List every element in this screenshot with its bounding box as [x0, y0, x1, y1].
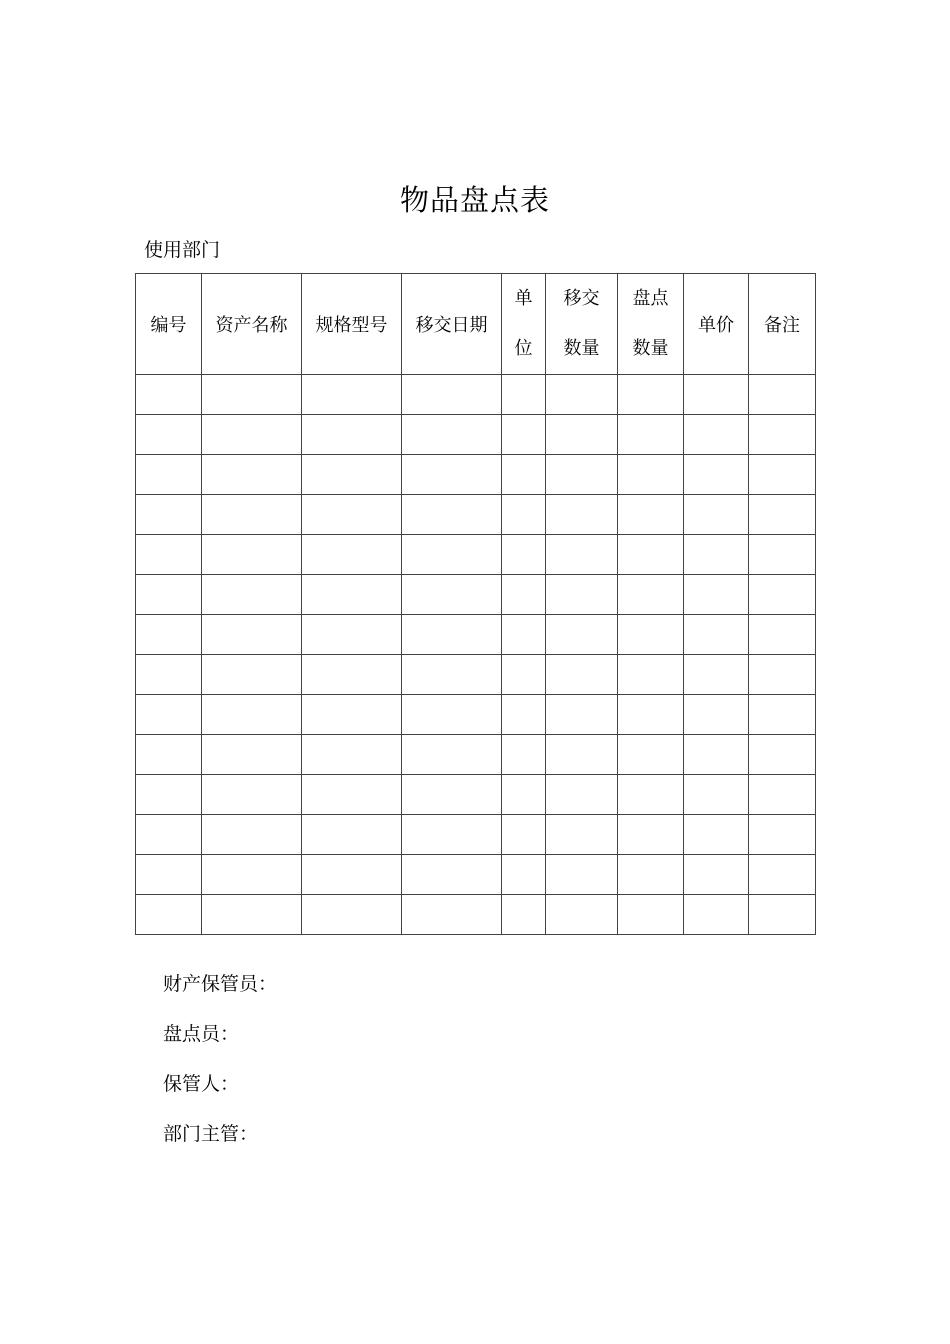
table-cell[interactable]: [402, 695, 502, 735]
table-cell[interactable]: [502, 855, 546, 895]
table-cell[interactable]: [302, 735, 402, 775]
table-cell[interactable]: [502, 455, 546, 495]
table-cell[interactable]: [402, 615, 502, 655]
table-cell[interactable]: [302, 615, 402, 655]
table-cell[interactable]: [136, 415, 202, 455]
table-cell[interactable]: [302, 655, 402, 695]
table-cell[interactable]: [684, 615, 749, 655]
table-row: [136, 415, 816, 455]
table-cell[interactable]: [402, 415, 502, 455]
table-cell[interactable]: [136, 895, 202, 935]
table-cell[interactable]: [136, 735, 202, 775]
table-cell[interactable]: [749, 535, 816, 575]
table-cell[interactable]: [302, 535, 402, 575]
table-cell[interactable]: [618, 775, 684, 815]
department-label: 使用部门: [144, 239, 221, 261]
table-cell[interactable]: [136, 535, 202, 575]
table-cell[interactable]: [402, 535, 502, 575]
table-cell[interactable]: [546, 775, 618, 815]
table-cell[interactable]: [202, 655, 302, 695]
table-cell[interactable]: [402, 375, 502, 415]
table-cell[interactable]: [618, 815, 684, 855]
table-cell[interactable]: [502, 615, 546, 655]
table-cell[interactable]: [618, 415, 684, 455]
table-cell[interactable]: [618, 695, 684, 735]
header-remarks: 备注: [749, 274, 816, 375]
table-cell[interactable]: [684, 855, 749, 895]
table-row: [136, 375, 816, 415]
table-cell[interactable]: [502, 815, 546, 855]
table-cell[interactable]: [684, 375, 749, 415]
table-cell[interactable]: [302, 415, 402, 455]
table-cell[interactable]: [302, 815, 402, 855]
table-cell[interactable]: [202, 775, 302, 815]
table-cell[interactable]: [136, 655, 202, 695]
table-cell[interactable]: [749, 375, 816, 415]
table-cell[interactable]: [202, 375, 302, 415]
table-cell[interactable]: [402, 855, 502, 895]
table-row: [136, 895, 816, 935]
table-cell[interactable]: [502, 735, 546, 775]
table-cell[interactable]: [136, 855, 202, 895]
table-cell[interactable]: [684, 655, 749, 695]
table-cell[interactable]: [136, 815, 202, 855]
table-cell[interactable]: [546, 495, 618, 535]
table-cell[interactable]: [618, 535, 684, 575]
table-cell[interactable]: [618, 655, 684, 695]
table-cell[interactable]: [202, 575, 302, 615]
table-cell[interactable]: [546, 695, 618, 735]
table-cell[interactable]: [402, 455, 502, 495]
table-cell[interactable]: [502, 695, 546, 735]
table-cell[interactable]: [402, 495, 502, 535]
table-cell[interactable]: [684, 575, 749, 615]
table-cell[interactable]: [302, 575, 402, 615]
table-cell[interactable]: [136, 375, 202, 415]
table-cell[interactable]: [546, 415, 618, 455]
table-cell[interactable]: [618, 455, 684, 495]
table-cell[interactable]: [502, 655, 546, 695]
keeper-label: 财产保管员：: [163, 973, 278, 995]
header-id: 编号: [136, 274, 202, 375]
table-row: [136, 735, 816, 775]
table-cell[interactable]: [684, 815, 749, 855]
table-cell[interactable]: [136, 495, 202, 535]
table-cell[interactable]: [302, 855, 402, 895]
table-cell[interactable]: [546, 895, 618, 935]
table-cell[interactable]: [618, 575, 684, 615]
header-spec-model: 规格型号: [302, 274, 402, 375]
table-cell[interactable]: [502, 535, 546, 575]
table-row: [136, 655, 816, 695]
table-cell[interactable]: [749, 615, 816, 655]
table-row: [136, 535, 816, 575]
table-cell[interactable]: [749, 775, 816, 815]
table-cell[interactable]: [202, 455, 302, 495]
table-cell[interactable]: [546, 535, 618, 575]
table-cell[interactable]: [402, 895, 502, 935]
table-cell[interactable]: [684, 495, 749, 535]
table-cell[interactable]: [302, 695, 402, 735]
table-cell[interactable]: [749, 695, 816, 735]
header-transfer-date: 移交日期: [402, 274, 502, 375]
table-cell[interactable]: [402, 775, 502, 815]
table-cell[interactable]: [749, 815, 816, 855]
table-row: [136, 495, 816, 535]
header-count-qty: 盘点 数量: [618, 274, 684, 375]
table-cell[interactable]: [502, 895, 546, 935]
table-cell[interactable]: [136, 695, 202, 735]
table-cell[interactable]: [749, 495, 816, 535]
table-cell[interactable]: [749, 895, 816, 935]
table-cell[interactable]: [749, 575, 816, 615]
table-cell[interactable]: [402, 575, 502, 615]
table-cell[interactable]: [618, 495, 684, 535]
table-row: [136, 815, 816, 855]
table-cell[interactable]: [202, 415, 302, 455]
table-cell[interactable]: [402, 735, 502, 775]
table-cell[interactable]: [749, 655, 816, 695]
table-cell[interactable]: [202, 615, 302, 655]
table-cell[interactable]: [202, 495, 302, 535]
table-cell[interactable]: [202, 735, 302, 775]
table-cell[interactable]: [302, 495, 402, 535]
header-asset-name: 资产名称: [202, 274, 302, 375]
table-cell[interactable]: [618, 735, 684, 775]
table-cell[interactable]: [502, 575, 546, 615]
supervisor-label: 部门主管：: [163, 1123, 259, 1145]
table-cell[interactable]: [684, 695, 749, 735]
header-unit-price: 单价: [684, 274, 749, 375]
table-cell[interactable]: [618, 895, 684, 935]
table-row: [136, 455, 816, 495]
table-cell[interactable]: [136, 455, 202, 495]
table-header-row: [136, 274, 816, 375]
table-cell[interactable]: [684, 455, 749, 495]
table-cell[interactable]: [684, 415, 749, 455]
table-cell[interactable]: [302, 455, 402, 495]
table-cell[interactable]: [402, 655, 502, 695]
table-cell[interactable]: [202, 695, 302, 735]
table-cell[interactable]: [202, 535, 302, 575]
signature-block: [163, 968, 277, 1168]
table-cell[interactable]: [502, 375, 546, 415]
table-row: [136, 575, 816, 615]
table-cell[interactable]: [546, 615, 618, 655]
table-cell[interactable]: [202, 815, 302, 855]
table-cell[interactable]: [302, 775, 402, 815]
table-row: [136, 695, 816, 735]
table-row: [136, 855, 816, 895]
table-cell[interactable]: [302, 895, 402, 935]
table-cell[interactable]: [749, 415, 816, 455]
table-cell[interactable]: [202, 895, 302, 935]
table-cell[interactable]: [618, 855, 684, 895]
table-cell[interactable]: [546, 855, 618, 895]
table-cell[interactable]: [618, 615, 684, 655]
table-cell[interactable]: [136, 575, 202, 615]
table-cell[interactable]: [502, 775, 546, 815]
header-unit: 单 位: [502, 274, 546, 375]
counter-label: 盘点员：: [163, 1023, 240, 1045]
table-cell[interactable]: [202, 855, 302, 895]
table-cell[interactable]: [684, 775, 749, 815]
table-cell[interactable]: [502, 495, 546, 535]
table-cell[interactable]: [546, 375, 618, 415]
table-row: [136, 775, 816, 815]
table-cell[interactable]: [546, 575, 618, 615]
page-title: 物品盘点表: [399, 183, 550, 217]
header-transfer-qty: 移交 数量: [546, 274, 618, 375]
table-cell[interactable]: [546, 735, 618, 775]
table-cell[interactable]: [618, 375, 684, 415]
table-cell[interactable]: [136, 615, 202, 655]
table-cell[interactable]: [684, 535, 749, 575]
table-cell[interactable]: [546, 815, 618, 855]
table-cell[interactable]: [502, 415, 546, 455]
table-cell[interactable]: [136, 775, 202, 815]
table-cell[interactable]: [749, 455, 816, 495]
table-cell[interactable]: [546, 655, 618, 695]
table-cell[interactable]: [402, 815, 502, 855]
table-cell[interactable]: [684, 895, 749, 935]
table-cell[interactable]: [302, 375, 402, 415]
custodian-label: 保管人：: [163, 1073, 240, 1095]
table-row: [136, 615, 816, 655]
table-cell[interactable]: [546, 455, 618, 495]
table-cell[interactable]: [749, 855, 816, 895]
table-cell[interactable]: [684, 735, 749, 775]
inventory-table: [135, 273, 816, 935]
table-cell[interactable]: [749, 735, 816, 775]
